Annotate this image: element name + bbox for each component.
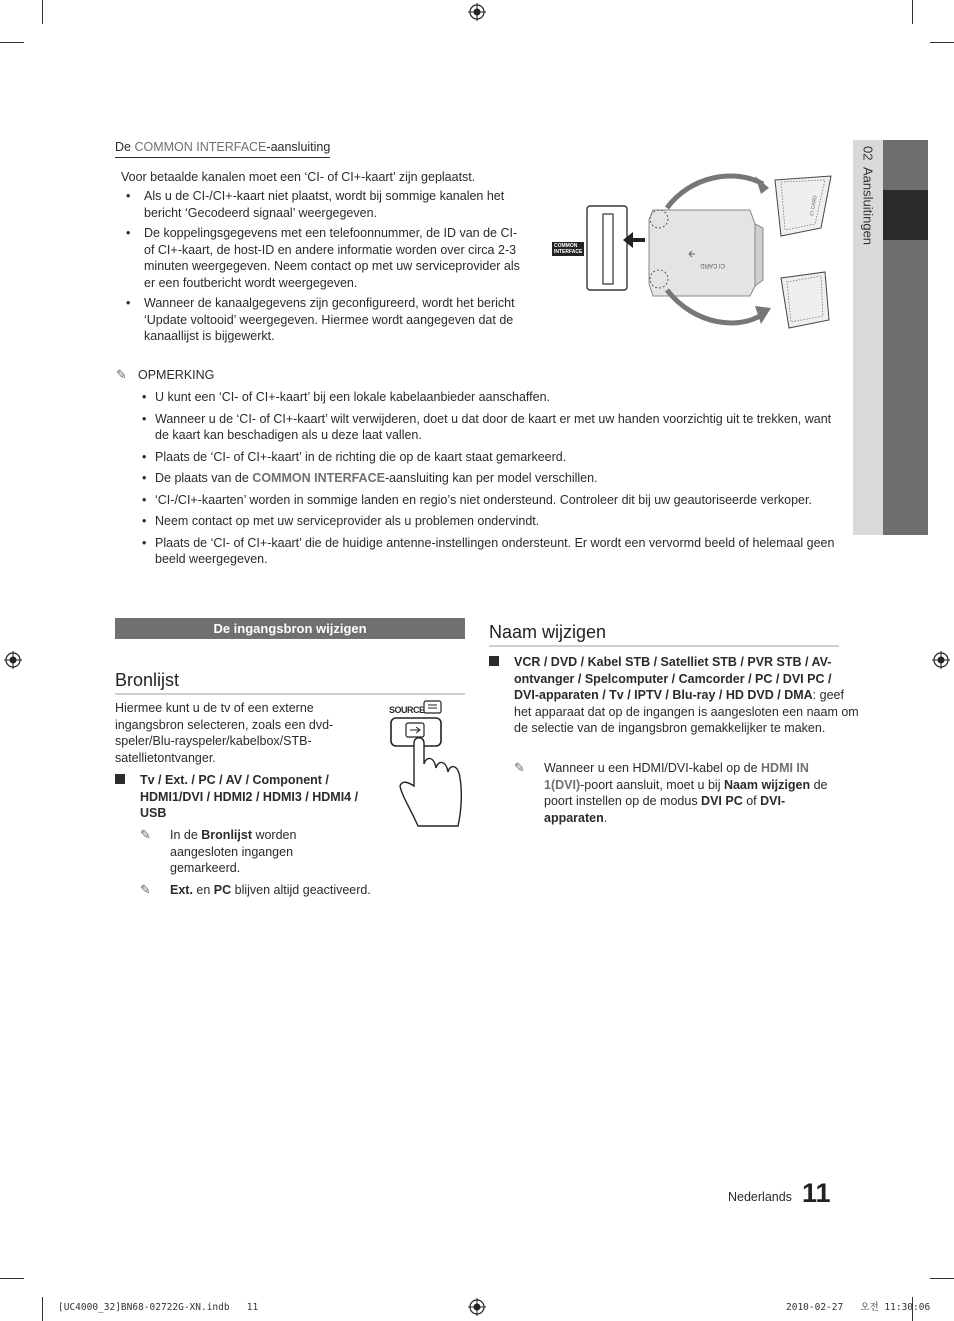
ci-heading: De COMMON INTERFACE-aansluiting: [115, 139, 330, 158]
ci-intro: Voor betaalde kanalen moet een ‘CI- of CI+-kaart’ zijn geplaatst.: [121, 170, 476, 184]
naam-wijzigen-note: ✎ Wanneer u een HDMI/DVI-kabel op de HDMI IN 1(DVI)-poort aansluit, moet u bij Naam wijzigen de poort instellen op de modus DVI PC of DVI-apparaten.: [514, 760, 828, 825]
section-bar-title: De ingangsbron wijzigen: [115, 618, 465, 639]
svg-text:CI CARD: CI CARD: [809, 195, 819, 217]
list-item: • Wanneer de kanaalgegevens zijn geconfigureerd, wordt het bericht ‘Update voltooid’ weergegeven. Hiermee wordt aangegeven dat de kanaallijst is bijgewerkt.: [116, 295, 526, 345]
source-button-hand-icon: [388, 698, 468, 833]
footer-file-info: [UC4000_32]BN68-02722G-XN.indb 11: [58, 1302, 259, 1313]
bronlijst-text: Hiermee kunt u de tv of een externe ingangsbron selecteren, zoals een dvd-speler/Blu-rayspeler/kabelbox/STB-satellietontvanger.: [115, 701, 334, 765]
note-pencil-icon: ✎: [514, 760, 525, 775]
side-tab-label: 02 Aansluitingen: [860, 146, 876, 246]
ci-card-illustration: [585, 168, 840, 338]
list-item: • Plaats de ‘CI- of CI+-kaart’ die de huidige antenne-instellingen ondersteunt. Er wordt een vervormd beeld of helemaal geen beeld weergegeven.: [116, 535, 841, 568]
list-item: • ‘CI-/CI+-kaarten’ worden in sommige landen en regio’s niet ondersteund. Controleer dit bij uw geautoriseerde verkoper.: [116, 492, 841, 509]
note-bullet-list: [116, 389, 841, 573]
footer-language: Nederlands: [728, 1190, 792, 1204]
note-pencil-icon: ✎: [140, 882, 151, 897]
svg-text:CI CARD: CI CARD: [700, 262, 725, 268]
list-item: • Plaats de ‘CI- of CI+-kaart’ in de richting die op de kaart staat gemarkeerd.: [116, 449, 841, 466]
naam-wijzigen-item: VCR / DVD / Kabel STB / Satelliet STB / PVR STB / AV-ontvanger / Spelcomputer / Camcorder / PC / DVI PC / DVI-apparaten / Tv / IPTV / Blu-ray / HD DVD / DMA: geef het apparaat dat op de ingangen is aangesloten een naam om de selectie van de ingangsbron gemakkelijker te maken.: [489, 654, 859, 737]
crop-mark: [0, 1278, 24, 1279]
registration-mark-icon: [468, 1298, 486, 1316]
crop-mark: [930, 42, 954, 43]
side-tab-block-active: [883, 190, 928, 240]
registration-mark-icon: [932, 651, 950, 669]
bronlijst-item: Tv / Ext. / PC / AV / Component / HDMI1/DVI / HDMI2 / HDMI3 / HDMI4 / USB: [115, 772, 380, 822]
registration-mark-icon: [4, 651, 22, 669]
footer-date-info: 2010-02-27 오전 11:30:06: [786, 1302, 931, 1313]
side-tab-block: [883, 140, 928, 190]
list-item: • Neem contact op met uw serviceprovider als u problemen ondervindt.: [116, 513, 841, 530]
ci-bullet-list: [116, 188, 526, 349]
side-tab-block: [883, 240, 928, 535]
bronlijst-heading: Bronlijst: [115, 669, 465, 695]
crop-mark: [42, 1297, 43, 1321]
crop-mark: [42, 0, 43, 24]
list-item: • De plaats van de COMMON INTERFACE-aansluiting kan per model verschillen.: [116, 470, 841, 487]
note-pencil-icon: ✎: [140, 827, 151, 842]
naam-wijzigen-heading: Naam wijzigen: [489, 621, 839, 647]
bronlijst-note2: ✎ Ext. en PC blijven altijd geactiveerd.: [140, 882, 371, 897]
list-item: • U kunt een ‘CI- of CI+-kaart’ bij een lokale kabelaanbieder aanschaffen.: [116, 389, 841, 406]
page-number: 11: [802, 1178, 831, 1208]
list-item: • De koppelingsgegevens met een telefoonnummer, de ID van de CI- of CI+-kaart, de host-ID en andere informatie worden over circa 2-3 minuten weergegeven. Neem contact op met uw serviceprovider als er een foutbericht wordt weergegeven.: [116, 225, 526, 291]
registration-mark-icon: [468, 3, 486, 21]
list-item: • Als u de CI-/CI+-kaart niet plaatst, wordt bij sommige kanalen het bericht ‘Gecodeerd signaal’ weergegeven.: [116, 188, 526, 221]
bronlijst-note1: ✎ In de Bronlijst worden aangesloten ingangen gemarkeerd.: [140, 827, 297, 875]
source-label: SOURCE: [389, 705, 425, 715]
list-item: • Wanneer u de ‘CI- of CI+-kaart’ wilt verwijderen, doet u dat door de kaart er met uw handen voorzichtig uit te trekken, want de kaart kan beschadigen als u deze laat vallen.: [116, 411, 841, 444]
square-bullet-icon: [115, 774, 125, 784]
crop-mark: [930, 1278, 954, 1279]
square-bullet-icon: [489, 656, 499, 666]
note-pencil-icon: ✎: [116, 367, 127, 382]
note-highlight: COMMON INTERFACE: [252, 471, 385, 485]
crop-mark: [0, 42, 24, 43]
crop-mark: [912, 0, 913, 24]
note-heading: ✎ OPMERKING: [116, 367, 215, 382]
common-interface-label: COMMON INTERFACE: [554, 243, 583, 255]
